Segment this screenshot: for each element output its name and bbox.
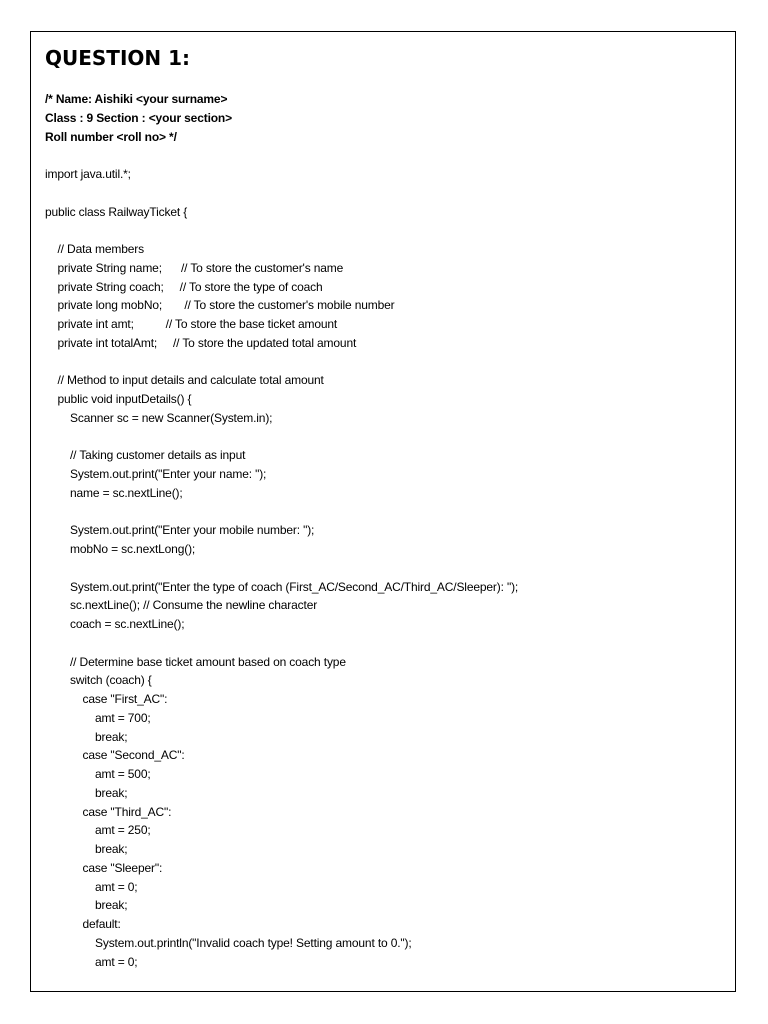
code-line: System.out.print("Enter your mobile number: "); [70, 523, 315, 538]
code-line: break; [95, 898, 128, 913]
code-line: default: [82, 917, 121, 931]
code-line: amt = 500; [95, 767, 151, 781]
code-line: private long mobNo; // To store the customer's mobile number [57, 298, 395, 313]
code-line: amt = 250; [95, 823, 151, 838]
code-line: break; [95, 785, 128, 800]
code-line: switch (coach) { [70, 673, 152, 688]
code-line: amt = 0; [95, 879, 138, 894]
code-line: private String name; // To store the customer's name [57, 260, 344, 275]
code-line: amt = 0; [95, 954, 138, 969]
code-line: sc.nextLine(); // Consume the newline character [70, 598, 318, 613]
code-line: amt = 700; [95, 710, 151, 725]
code-line: import java.util.*; [45, 167, 131, 181]
code-line: // Method to input details and calculate total amount [57, 373, 324, 388]
code-line: /* Name: Aishiki <your surname> [45, 92, 228, 106]
code-line: case "Third_AC": [82, 804, 172, 819]
code-line: private int totalAmt; // To store the updated total amount [57, 335, 357, 350]
code-line: // Taking customer details as input [70, 448, 246, 463]
code-line: public class RailwayTicket { [45, 204, 188, 219]
code-line: private int amt; // To store the base ticket amount [57, 317, 338, 331]
code-line: break; [95, 842, 128, 856]
code-line: break; [95, 729, 128, 744]
code-line: // Data members [57, 242, 144, 256]
code-line: System.out.println("Invalid coach type! Setting amount to 0."); [95, 935, 412, 950]
code-line: System.out.print("Enter the type of coach (First_AC/Second_AC/Third_AC/Sleeper): "); [70, 579, 519, 594]
code-line: Roll number <roll no> */ [45, 129, 177, 144]
code-line: mobNo = sc.nextLong(); [70, 542, 196, 556]
code-line: case "Second_AC": [82, 748, 185, 763]
code-line: System.out.print("Enter your name: "); [70, 467, 267, 481]
code-block [45, 90, 725, 980]
code-line: case "Sleeper": [82, 860, 163, 875]
question-heading: QUESTION 1: [45, 46, 191, 70]
code-line: name = sc.nextLine(); [70, 485, 183, 500]
code-line: case "First_AC": [82, 692, 168, 706]
code-line: Class : 9 Section : <your section> [45, 110, 232, 125]
code-line: private String coach; // To store the type of coach [57, 279, 323, 294]
code-line: coach = sc.nextLine(); [70, 617, 185, 631]
code-line: Scanner sc = new Scanner(System.in); [70, 410, 273, 425]
code-line: public void inputDetails() { [57, 392, 192, 406]
code-line: // Determine base ticket amount based on coach type [70, 654, 346, 669]
